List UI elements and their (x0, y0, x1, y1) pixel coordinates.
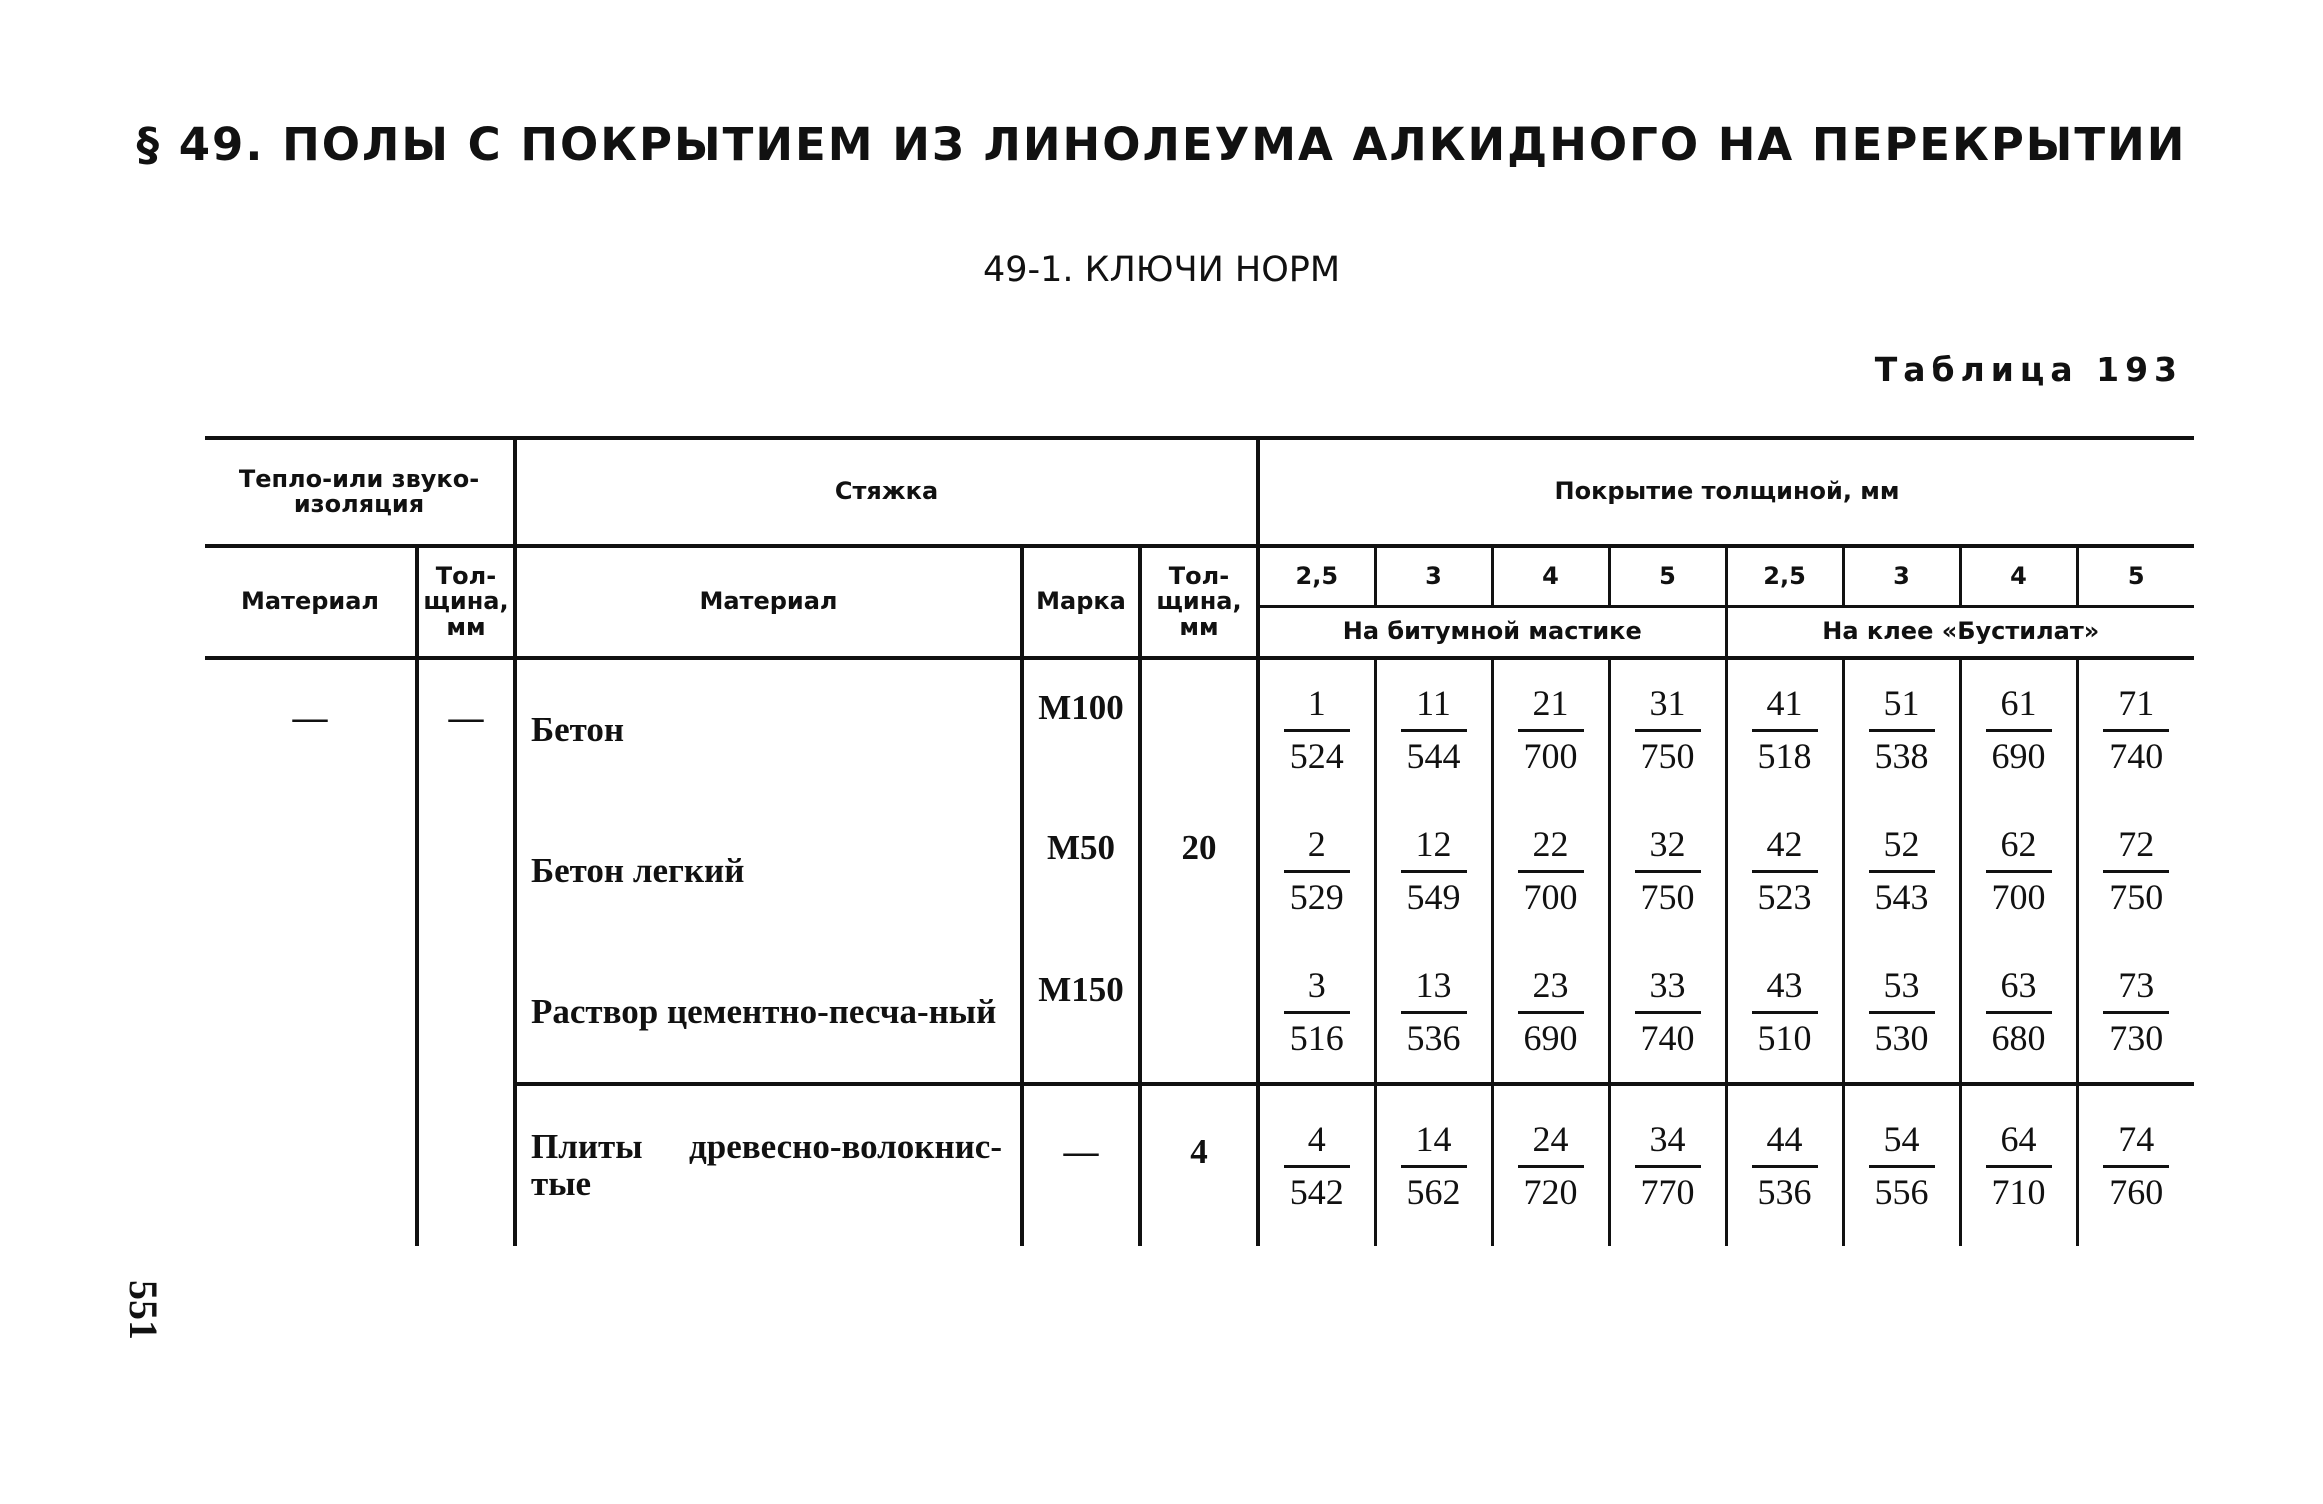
norm-key-value: 530 (1874, 1017, 1929, 1058)
screed-thickness-cell: 20 (1140, 800, 1258, 942)
norm-key-cell (1258, 800, 1375, 942)
norm-key-value: 730 (2109, 1017, 2164, 1058)
norm-key-fraction (1986, 823, 2052, 917)
norm-key-number: 21 (1518, 685, 1584, 732)
norm-key-fraction (1635, 964, 1701, 1058)
norm-key-number: 24 (1518, 1121, 1584, 1168)
norm-key-cell (1843, 1084, 1960, 1246)
norm-key-cell (1609, 1084, 1726, 1246)
section-subtitle: 49-1. КЛЮЧИ НОРМ (982, 250, 1341, 290)
header-screed-material: Материал (515, 546, 1022, 658)
table-row (205, 1084, 2194, 1246)
norm-key-fraction (1986, 682, 2052, 776)
thickness-col-7: 4 (1960, 546, 2077, 606)
header-screed-grade: Марка (1022, 546, 1140, 658)
norm-key-number: 71 (2103, 685, 2169, 732)
screed-material-cell: Бетон легкий (515, 800, 1022, 942)
thickness-col-3: 4 (1492, 546, 1609, 606)
norm-key-number: 72 (2103, 826, 2169, 873)
norm-key-number: 1 (1284, 685, 1350, 732)
table-row (205, 800, 2194, 942)
norm-key-number: 33 (1635, 967, 1701, 1014)
norm-key-value: 720 (1523, 1171, 1578, 1212)
norm-key-fraction (1635, 682, 1701, 776)
norm-key-number: 61 (1986, 685, 2052, 732)
screed-thickness-cell (1140, 942, 1258, 1084)
norm-key-number: 51 (1869, 685, 1935, 732)
screed-grade-cell: М50 (1022, 800, 1140, 942)
norm-key-number: 41 (1752, 685, 1818, 732)
norm-key-fraction (1869, 823, 1935, 917)
norm-key-cell (1843, 800, 1960, 942)
norm-key-fraction (1752, 823, 1818, 917)
norms-table (205, 436, 2194, 1246)
thickness-col-1: 2,5 (1258, 546, 1375, 606)
screed-material-cell: Плиты древесно-волокнис-тые (515, 1084, 1022, 1246)
norm-key-cell (1726, 1084, 1843, 1246)
norm-key-number: 44 (1752, 1121, 1818, 1168)
norm-key-value: 544 (1406, 735, 1461, 776)
norm-key-number: 62 (1986, 826, 2052, 873)
insulation-material-cell: — (292, 698, 328, 737)
norm-key-cell (2077, 658, 2194, 800)
norm-key-number: 2 (1284, 826, 1350, 873)
group-bitumen-mastic: На битумной мастике (1258, 606, 1726, 658)
norm-key-fraction (2103, 682, 2169, 776)
norm-key-value: 750 (1640, 735, 1695, 776)
norm-key-number: 74 (2103, 1121, 2169, 1168)
norm-key-value: 538 (1874, 735, 1929, 776)
norm-key-value: 750 (1640, 876, 1695, 917)
norm-key-fraction (1284, 1118, 1350, 1212)
norm-key-cell (1258, 1084, 1375, 1246)
thickness-col-6: 3 (1843, 546, 1960, 606)
norm-key-value: 700 (1523, 876, 1578, 917)
norm-key-value: 543 (1874, 876, 1929, 917)
screed-thickness-cell: 4 (1140, 1084, 1258, 1246)
norm-key-value: 770 (1640, 1171, 1695, 1212)
norm-key-value: 523 (1757, 876, 1812, 917)
norm-key-fraction (1869, 682, 1935, 776)
thickness-col-5: 2,5 (1726, 546, 1843, 606)
norm-key-value: 760 (2109, 1171, 2164, 1212)
norm-key-value: 542 (1289, 1171, 1344, 1212)
norm-key-value: 680 (1991, 1017, 2046, 1058)
norm-key-fraction (2103, 964, 2169, 1058)
norm-key-cell (2077, 1084, 2194, 1246)
norm-key-fraction (1869, 964, 1935, 1058)
table-header (205, 438, 2194, 658)
norm-key-value: 690 (1991, 735, 2046, 776)
norm-key-fraction (1401, 823, 1467, 917)
norm-key-cell (1375, 658, 1492, 800)
norm-key-number: 73 (2103, 967, 2169, 1014)
norm-key-cell (1843, 658, 1960, 800)
norm-key-fraction (2103, 823, 2169, 917)
group-bustilat-glue: На клее «Бустилат» (1726, 606, 2194, 658)
norm-key-cell (1492, 800, 1609, 942)
norm-key-value: 518 (1757, 735, 1812, 776)
table-row (205, 942, 2194, 1084)
norm-key-fraction (1869, 1118, 1935, 1212)
norm-key-cell (1609, 800, 1726, 942)
norm-key-value: 690 (1523, 1017, 1578, 1058)
norm-key-fraction (1518, 964, 1584, 1058)
norm-key-fraction (1635, 1118, 1701, 1212)
norm-key-value: 556 (1874, 1171, 1929, 1212)
insulation-thickness-cell (417, 942, 515, 1084)
norm-key-number: 53 (1869, 967, 1935, 1014)
insulation-thickness-cell (417, 1084, 515, 1246)
norm-key-cell (1726, 658, 1843, 800)
header-insulation: Тепло-или звуко-изоляция (205, 438, 515, 546)
screed-grade-cell: М100 (1022, 658, 1140, 800)
norm-key-cell (1609, 658, 1726, 800)
norm-key-value: 524 (1289, 735, 1344, 776)
header-insulation-material: Материал (205, 546, 417, 658)
insulation-thickness-cell: — (417, 658, 515, 800)
thickness-col-4: 5 (1609, 546, 1726, 606)
norm-key-number: 52 (1869, 826, 1935, 873)
norm-key-number: 54 (1869, 1121, 1935, 1168)
norm-key-number: 14 (1401, 1121, 1467, 1168)
norm-key-value: 516 (1289, 1017, 1344, 1058)
header-coating: Покрытие толщиной, мм (1258, 438, 2194, 546)
norm-key-cell (1609, 942, 1726, 1084)
norm-key-cell (1492, 658, 1609, 800)
norm-key-fraction (1401, 1118, 1467, 1212)
norm-key-cell (1960, 1084, 2077, 1246)
norm-key-number: 31 (1635, 685, 1701, 732)
screed-material-cell: Бетон (515, 658, 1022, 800)
norm-key-value: 700 (1991, 876, 2046, 917)
norm-key-cell (1960, 658, 2077, 800)
norm-key-fraction (1401, 682, 1467, 776)
screed-grade-cell: М150 (1022, 942, 1140, 1084)
norm-key-value: 562 (1406, 1171, 1461, 1212)
norm-key-fraction (2103, 1118, 2169, 1212)
table-body (205, 658, 2194, 1246)
norm-key-fraction (1752, 964, 1818, 1058)
norm-key-cell (1492, 942, 1609, 1084)
norm-key-value: 536 (1406, 1017, 1461, 1058)
norm-key-fraction (1752, 682, 1818, 776)
header-screed-thickness: Тол-щина, мм (1140, 546, 1258, 658)
norm-key-fraction (1401, 964, 1467, 1058)
norm-key-number: 3 (1284, 967, 1350, 1014)
thickness-col-2: 3 (1375, 546, 1492, 606)
norm-key-number: 64 (1986, 1121, 2052, 1168)
norm-key-number: 43 (1752, 967, 1818, 1014)
norm-key-cell (1726, 942, 1843, 1084)
norm-key-fraction (1284, 682, 1350, 776)
norm-key-cell (1258, 942, 1375, 1084)
norm-key-cell (1375, 800, 1492, 942)
norm-key-number: 42 (1752, 826, 1818, 873)
norm-key-cell (1375, 942, 1492, 1084)
norm-key-number: 23 (1518, 967, 1584, 1014)
norm-key-value: 700 (1523, 735, 1578, 776)
norm-key-number: 32 (1635, 826, 1701, 873)
norm-key-value: 710 (1991, 1171, 2046, 1212)
norm-key-fraction (1518, 682, 1584, 776)
norm-key-number: 13 (1401, 967, 1467, 1014)
norm-key-fraction (1986, 964, 2052, 1058)
norm-key-fraction (1284, 823, 1350, 917)
insulation-material-cell (205, 800, 417, 942)
norm-key-number: 4 (1284, 1121, 1350, 1168)
screed-material-cell: Раствор цементно-песча-ный (515, 942, 1022, 1084)
norm-key-cell (1258, 658, 1375, 800)
norm-key-value: 750 (2109, 876, 2164, 917)
norm-key-number: 22 (1518, 826, 1584, 873)
insulation-thickness-cell (417, 800, 515, 942)
norm-key-fraction (1752, 1118, 1818, 1212)
page-number: 551 (121, 1280, 166, 1340)
screed-grade-cell: — (1022, 1084, 1140, 1246)
norm-key-cell (2077, 800, 2194, 942)
norm-key-cell (1960, 800, 2077, 942)
norm-key-value: 510 (1757, 1017, 1812, 1058)
insulation-material-cell (205, 1084, 417, 1246)
norm-key-fraction (1635, 823, 1701, 917)
thickness-col-8: 5 (2077, 546, 2194, 606)
screed-thickness-cell (1140, 658, 1258, 800)
norm-key-value: 740 (2109, 735, 2164, 776)
table-row (205, 658, 2194, 800)
norm-key-cell (2077, 942, 2194, 1084)
header-insulation-thickness: Тол-щина, мм (417, 546, 515, 658)
table-label: Таблица 193 (1874, 350, 2183, 389)
norm-key-cell (1375, 1084, 1492, 1246)
norm-key-value: 529 (1289, 876, 1344, 917)
insulation-material-cell (205, 942, 417, 1084)
norm-key-fraction (1986, 1118, 2052, 1212)
norm-key-value: 549 (1406, 876, 1461, 917)
norm-key-cell (1492, 1084, 1609, 1246)
page-title: § 49. ПОЛЫ С ПОКРЫТИЕМ ИЗ ЛИНОЛЕУМА АЛКИДНОГО НА ПЕРЕКРЫТИИ (136, 118, 2187, 171)
norm-key-number: 12 (1401, 826, 1467, 873)
norm-key-fraction (1518, 1118, 1584, 1212)
norm-key-cell (1843, 942, 1960, 1084)
norm-key-value: 740 (1640, 1017, 1695, 1058)
norm-key-fraction (1518, 823, 1584, 917)
norm-key-number: 34 (1635, 1121, 1701, 1168)
norm-key-cell (1726, 800, 1843, 942)
norm-key-fraction (1284, 964, 1350, 1058)
norm-key-value: 536 (1757, 1171, 1812, 1212)
header-screed: Стяжка (515, 438, 1258, 546)
norm-key-cell (1960, 942, 2077, 1084)
norm-key-number: 63 (1986, 967, 2052, 1014)
norm-key-number: 11 (1401, 685, 1467, 732)
